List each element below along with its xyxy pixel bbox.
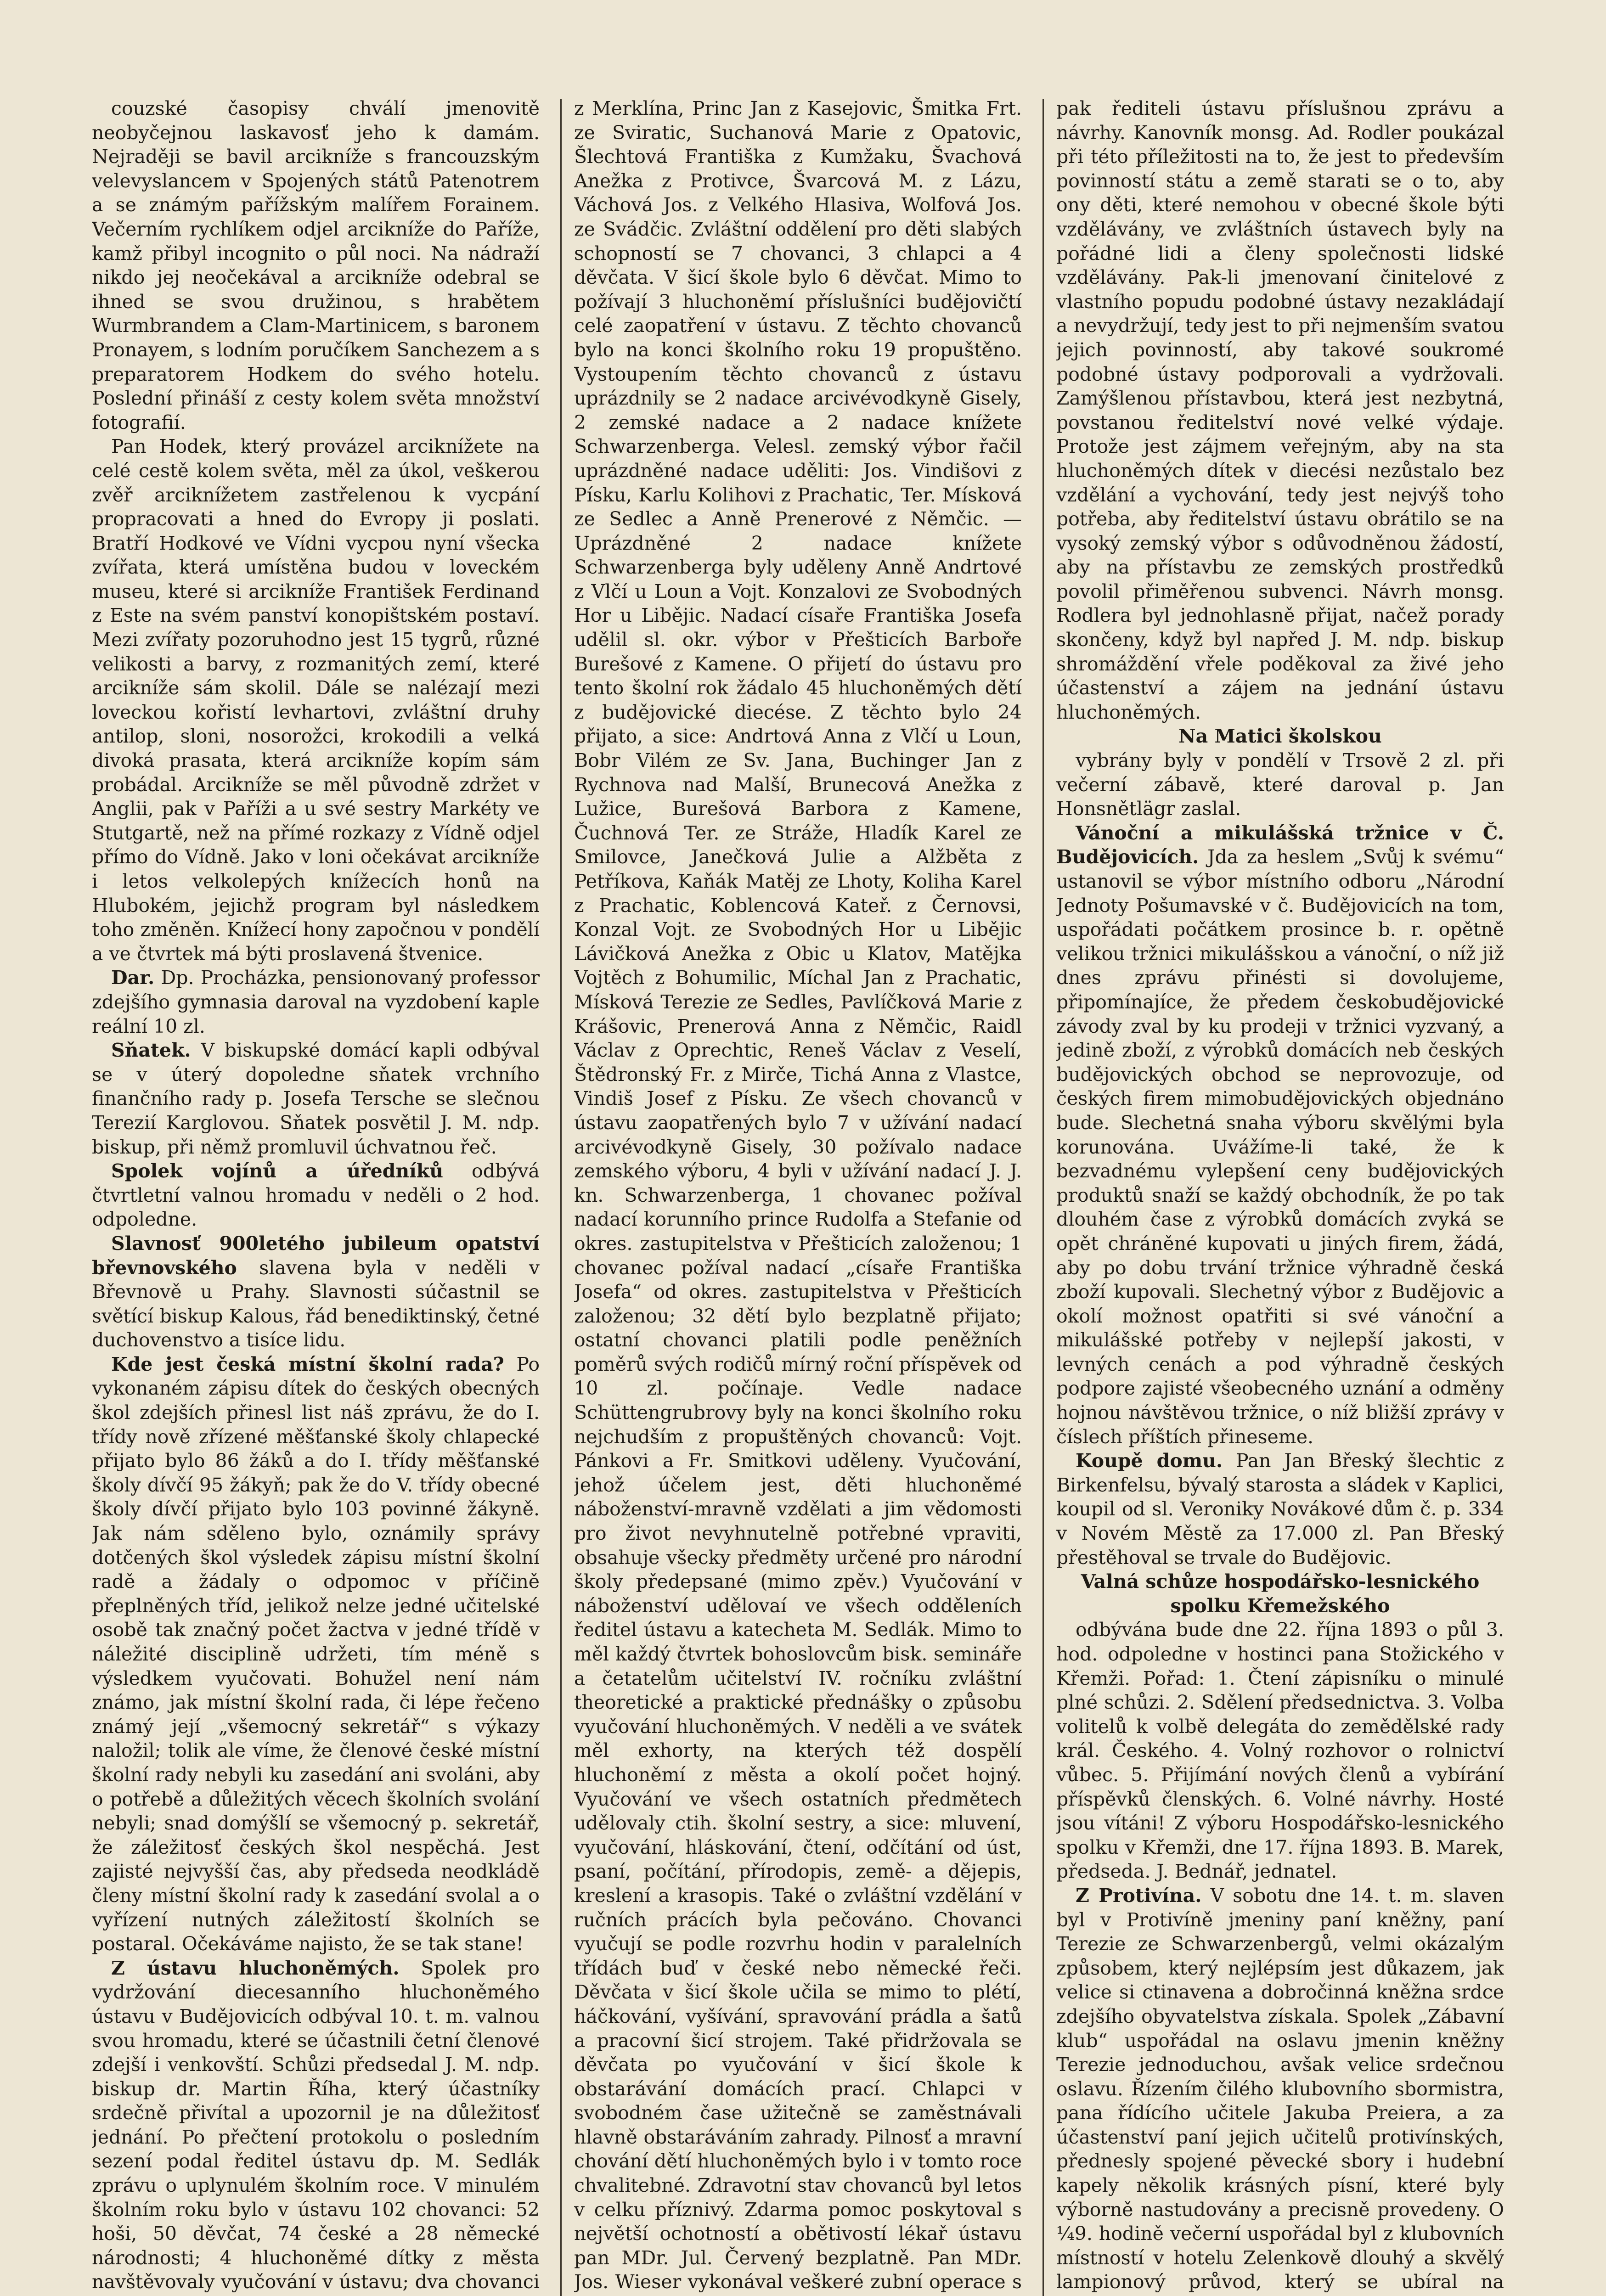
article-heading: Slavnosť 900letého jubileum opatství břevnovského [92,1232,540,1279]
article-paragraph [92,96,540,434]
article-text: odbývána bude dne 22. října 1893 o půl 3. hod. odpoledne v hostinci pana Stožického v Křemži. Pořad: 1. Čtení zápisníku o minulé plné schůzi. 2. Sdělení předsednictva. 3. Volba volitelů k volbě delegáta do zemědělské rady král. Českého. 4. Volný rozhovor o rolnictví vůbec. 5. Přijímání nových členů a vybírání příspěvků členských. 6. Volné návrhy. Hosté jsou vítáni! Z výboru Hospodářsko-lesnického spolku v Křemži, dne 17. října 1893. B. Marek, předseda. J. Bednář, jednatel. [1056,1619,1504,1883]
article-text: pak řediteli ústavu příslušnou zprávu a návrhy. Kanovník monsg. Ad. Rodler poukázal při této příležitosti na to, že jest to především povinností státu a země starati se o to, aby ony děti, které nemohou v obecné škole býti vzdělávány, ve zvláštních ústavech byly na pořádné lidi a členy společnosti lidské vzdělávány. Pak-li jmenovaní činitelové z vlastního popudu podobné ústavy nezakládají a nevydržují, tedy jest to při nejmenším svatou jejich povinností, aby takové soukromé podobné ústavy podporovali a vydržovali. Zamýšlenou přístavbou, která jest nezbytná, povstanou ředitelství nové velké výdaje. Protože jest zájmem veřejným, aby na sta hluchoněmých dítek v diecési nezůstalo bez vzdělání a vychování, tedy jest nejvýš toho potřeba, aby ředitelství ústavu obrátilo se na vysoký zemský výbor s odůvodněnou žádostí, aby na přístavbu ze zemských prostředků povolil přiměřenou subvenci. Návrh monsg. Rodlera byl jednohlasně přijat, načež porady skončeny, když byl napřed J. M. ndp. biskup shromáždění vřele poděkoval za živé jeho účastenství a zájem na jednání ústavu hluchoněmých. [1056,97,1504,723]
article-text: vybrány byly v pondělí v Trsově 2 zl. při večerní zábavě, které daroval p. Jan Honsnětlägr zaslal. [1056,749,1504,820]
article-text: Pan Jan Břeský šlechtic z Birkenfelsu, bývalý starosta a sládek v Kaplici, koupil od sl. Veroniky Novákové dům č. p. 334 v Novém Městě za 17.000 zl. Pan Břeský přestěhoval se trvale do Budějovic. [1056,1450,1504,1569]
article-text: V biskupské domácí kapli odbýval se v úterý dopoledne sňatek vrchního finančního rady p. Josefa Tersche se slečnou Terezií Karglovou. Sňatek posvětil J. M. ndp. biskup, při němž promluvil úchvatnou řeč. [92,1039,540,1158]
article-paragraph [92,1232,540,1352]
article-paragraph [92,1956,540,2296]
column-3 [1056,96,1504,2296]
newspaper-page [92,80,1514,2296]
article-paragraph [1056,96,1504,724]
article-text: Po vykonaném zápisu dítek do českých obecných škol zdejších přinesl list náš zprávu, že do I. třídy nově zřízené měšťanské školy chlapecké přijato bylo 86 žáků a do I. třídy měšťanské školy dívčí 95 žákyň; pak že do V. třídy obecné školy dívčí přijato bylo 103 povinné žákyně. Jak nám sděleno bylo, oznámily správy dotčených škol výsledek zápisu místní školní radě a žádaly o odpomoc v příčině přeplněných tříd, jelikož nelze jedné učitelské osobě tak značný počet žactva v jedné třídě v náležité disciplině udržeti, tím méně s výsledkem vyučovati. Bohužel není nám známo, jak místní školní rada, či lépe řečeno známý její „všemocný sekretář“ s výkazy naložil; tolik ale víme, že členové české místní školní rady nebyli ku zasedání ani svoláni, aby o potřebě a důležitých věcech školních svolání nebyli; snad domýšlí se všemocný p. sekretář, že záležitosť českých škol nespěchá. Jest zajisté nejvyšší čas, aby předseda neodkládě členy místní školní rady k zasedání svolal a o vyřízení nutných záležitostí školních se postaral. Očekáváme najisto, že se tak stane! [92,1353,540,1955]
column-rule [560,99,562,2296]
article-heading: Vánoční a mikulášská tržnice v Č. Budějovicích. [1056,822,1504,868]
article-text: V sobotu dne 14. t. m. slaven byl v Protivíně jmeniny paní kněžny, paní Terezie ze Schwarzenbergů, velmi okázalým způsobem, který nejlépsím jest důkazem, jak velice si ctinavena a dobročinná kněžna srdce zdejšího obyvatelstva získala. Spolek „Zábavní klub“ uspořádal na oslavu jmenin kněžny Terezie jednoduchou, avšak velice srdečnou oslavu. Řízením čilého klubovního sbormistra, pana řídícího učitele Jakuba Preiera, a za účastenství paní jejich učitelů protivínských, přednesly spojené pěvecké sbory i hudební kapely několik krásných písní, které byly výborně nastudovány a precisně provedeny. O ¼9. hodině večerní uspořádal byl z klubovních místností v hotelu Zelenkově dlouhý a skvělý lampionový průvod, který se ubíral na [1056,1884,1504,2293]
article-paragraph [92,966,540,1038]
article-heading: Spolek vojínů a úředníků [111,1160,444,1182]
column-2 [574,96,1022,2296]
article-heading: Kde jest česká místní školní rada? [111,1353,504,1375]
article-text: couzské časopisy chválí jmenovitě neobyčejnou laskavosť jeho k damám. Nejraději se bavil arcikníže s francouzským velevyslancem v Spojených států Patenotrem a se známým pařížským malířem Forainem. Večerním rychlíkem odjel arcikníže do Paříže, kamž přibyl incognito o půl noci. Na nádraží nikdo jej neočekával a arcikníže odebral se ihned se svou družinou, s hrabětem Wurmbrandem a Clam-Martinicem, s baronem Pronayem, s lodním poručíkem Sanchezem a s preparatorem Hodkem do svého hotelu. Poslední přináší z cesty kolem světa množství fotografií. [92,97,540,433]
article-paragraph [92,1038,540,1159]
article-text: Spolek pro vydržování diecesanního hluchoněmého ústavu v Budějovicích odbýval 10. t. m. valnou svou hromadu, které se účastnili četní členové zdejší i venkovští. Schůzi předsedal J. M. ndp. biskup dr. Martin Říha, který účastníky srdečně přivítal a upozornil je na důležitosť jednání. Po přečtení protokolu o posledním sezení podal ředitel ústavu dp. M. Sedlák zprávu o uplynulém školním roce. V minulém školním roku bylo v ústavu 102 chovanci: 52 hoši, 50 děvčat, 74 české a 28 německé národnosti; 4 hluchoněmé dítky z města navštěvovaly vyučování v ústavu; dva chovanci [92,1957,540,2293]
article-text: z Merklína, Princ Jan z Kasejovic, Šmitka Frt. ze Sviratic, Suchanová Marie z Opatovic, Šlechtová Františka z Kumžaku, Švachová Anežka z Protivce, Švarcová M. z Lázu, Váchová Jos. z Velkého Hlasiva, Wolfová Jos. ze Svádčic. Zvláštní oddělení pro děti slabých schopností se 7 chovanci, 3 chlapci a 4 děvčata. V šicí škole bylo 6 děvčat. Mimo to požívají 3 hluchoněmí příslušníci budějovičtí celé zaopatření v ústavu. Z těchto chovanců bylo na konci školního roku 19 propuštěno. Vystoupením těchto chovanců z ústavu uprázdnily se 2 nadace arcivévodkyně Gisely, 2 zemské nadace a 2 nadace knížete Schwarzenberga. Velesl. zemský výbor řačil uprázdněné nadace uděliti: Jos. Vindišovi z Písku, Karlu Kolihovi z Prachatic, Ter. Mísková ze Sedlec a Anně Prenerové z Němčic. — Uprázdněné 2 nadace knížete Schwarzenberga byly uděleny Anně Andrtové z Vlčí u Loun a Vojt. Konzalovi ze Svobodných Hor u Libějic. Nadací císaře Františka Josefa udělil sl. okr. výbor v Přešticích Barboře Burešové z Kamene. O přijetí do ústavu pro tento školní rok žádalo 45 hluchoněmých dětí z budějovické diecése. Z těchto bylo 24 přijato, a sice: Andrtová Anna z Vlčí u Loun, Bobr Vilém ze Sv. Jana, Buchinger Jan z Rychnova nad Malší, Brunecová Anežka z Lužice, Burešová Barbora z Kamene, Čuchnová Ter. ze Stráže, Hladík Karel ze Smilovce, Janečková Julie a Alžběta z Petříkova, Kaňák Matěj ze Lhoty, Koliha Karel z Prachatic, Koblencová Kateř. z Černovsi, Konzal Vojt. ze Svobodných Hor u Libějic Lávičková Anežka z Obic u Klatov, Matějka Vojtěch z Bohumilic, Míchal Jan z Prachatic, Mísková Terezie ze Sedles, Pavlíčková Marie z Krášovic, Prenerová Anna z Němčic, Raidl Václav z Oprechtic, Reneš Václav z Veselí, Štědronský Fr. z Mirče, Tichá Anna z Vlastce, Vindiš Josef z Písku. Ze všech chovanců v ústavu zaopatřených bylo 7 v užívání nadací arcivévodkyně Gisely, 30 požívalo nadace zemského výboru, 4 byli v užívání nadací J. J. kn. Schwarzenberga, 1 chovanec požíval nadací korunního prince Rudolfa a Stefanie od okres. zastupitelstva v Přešticích založenou; 1 chovanec požíval nadací „císaře Františka Josefa“ od okres. zastupitelstva v Přešticích založenou; 32 dětí bylo bezplatně přijato; ostatní chovanci platili podle peněžních poměrů svých rodičů mírný roční příspěvek od 10 zl. počínaje. Vedle nadace Schüttengrubrovy byly na konci školního roku nejchudším z propuštěných chovanců: Vojt. Pánkovi a Fr. Smitkovi uděleny. Vyučování, jehož účelem jest, děti hluchoněmé náboženství-mravně vzdělati a jim vědomosti pro život nevyhnutelně potřebné vpraviti, obsahuje všecky předměty určené pro národní školy předepsané (mimo zpěv.) Vyučování v náboženství udělovaí ve všech odděleních ředitel ústavu a katecheta M. Sedlák. Mimo to měl každý čtvrtek bohoslovcům bisk. semináře a četatelům učitelství IV. ročníku zvláštní theoretické a praktické přednášky o způsobu vyučování hluchoněmých. V neděli a ve svátek měl exhorty, na kterých též dospělí hluchoněmí z města a okolí počet hojný. Vyučování ve všech ostatních předmětech udělovaly ctih. školní sestry, a sice: mluvení, vyučování, hláskování, čtení, odčítání od úst, psaní, počítání, přírodopis, země- a dějepis, kreslení a krasopis. Také o zvláštní vzdělání v ručních prácích byla pečováno. Chovanci vyučují se podle rozvrhu hodin v paralelních třídách buď v české nebo německé řeči. Děvčata v šicí škole učila se mimo to plétí, háčkování, vyšívání, spravování prádla a šatů a pracovní šicí strojem. Také přidržovala se děvčata po vyučování v šicí škole k obstarávání domácích prací. Chlapci v svobodném čase užitečně se zaměstnávali hlavně obstaráváním zahrady. Pilnosť a mravní chování dětí hluchoněmých bylo i v tomto roce chvalitebné. Zdravotní stav chovanců byl letos v celku příznivý. Zdarma pomoc poskytoval s největší ochotností a obětivostí lékař ústavu pan MDr. Jul. Červený bezplatně. Pan MDr. Jos. Wieser vykonával veškeré zubní operace s [574,97,1022,2293]
article-paragraph [1056,1618,1504,1884]
article-heading: Z Protivína. [1076,1884,1202,1907]
article-paragraph [92,434,540,966]
article-paragraph [1056,1449,1504,1570]
article-paragraph [574,96,1022,2296]
article-heading: Na Matici školskou [1178,725,1382,748]
article-text: odbývá čtvrtletní valnou hromadu v neděli o 2 hod. odpoledne. [92,1160,540,1231]
article-text: Pan Hodek, který provázel arciknížete na celé cestě kolem světa, měl za úkol, veškerou zvěř arciknížetem zastřelenou k vycpání propracovati a hned do Evropy ji poslati. Bratří Hodkové ve Vídni vycpou nyní všecka zvířata, která umístěna budou v loveckém museu, které si arcikníže František Ferdinand z Este na svém panství konopištském postaví. Mezi zvířaty pozoruhodno jest 15 tygrů, různé velikosti a barvy, z rozmanitých zemí, které arcikníže sám skolil. Dále se nalézají mezi loveckou kořistí levhartovi, zvláštní druhy antilop, sloni, nosorožci, krokodili a velká divoká prasata, která arcikníže kopím sám probádal. Arcikníže se měl původně zdržet v Anglii, pak v Paříži a u své sestry Markéty ve Stutgartě, než na přímé rozkazy z Vídně odjel přímo do Vídně. Jako v loni očekávat arcikníže i letos velkolepých knížecích honů na Hlubokém, jejichž program byl následkem toho změněn. Knížecí hony započnou v pondělí a ve čtvrtek má býti proslavená štvenice. [92,435,540,965]
article-paragraph [1056,748,1504,821]
article-heading: Z ústavu hluchoněmých. [111,1957,400,1979]
article-paragraph [1056,821,1504,1449]
article-text: Jda za heslem „Svůj k svému“ ustanovil se výbor místního odboru „Národní Jednoty Pošumavské v č. Budějovicích na tom, uspořádati počátkem prosince b. r. opětně velikou tržnici mikulášskou a vánoční, o níž již dnes zprávu přinésti si dovolujeme, připomínajíce, že předem českobudějovické závody zval by ku prodeji v tržnici vyzvaný, a jedině zboží, z výrobků domácích neb českých budějovických obchod se neprovozuje, od českých firem mimobudějovických objednáno bude. Slechetná snaha výboru skvělými byla korunována. Uvážíme-li také, že k bezvadnému vylepšení ceny budějovických produktů snaží se každý obchodník, že po tak dlouhém čase z výrobků domácích zvyká se opět chráněné kupovati u jiných firem, žádá, aby po dobu trvání tržnice výhradně česká zboží kupovali. Slechetný výbor z Budějovic a okolí možnost opatřiti si své vánoční a mikulášské potřeby v nejlepší jakosti, v levných cenách a pod výhradně českých podpore zajisté všeobecného uznání a odměny hojnou návštěvou tržnice, o níž bližší zprávy v číslech příštích přineseme. [1056,846,1504,1448]
column-rule [1042,99,1044,2296]
article-paragraph [92,1159,540,1232]
article-heading-line [1056,724,1504,748]
article-heading: Sňatek. [111,1039,191,1062]
article-heading: Dar. [111,967,155,989]
article-heading-line [1056,1570,1504,1618]
article-heading: Valná schůze hospodářsko-lesnického spolku Křemežského [1081,1570,1480,1617]
article-text: slavena byla v neděli v Břevnově u Prahy. Slavnosti súčastnil se světící biskup Kalous, řád benediktinský, četné duchovenstvo a tisíce lidu. [92,1256,540,1351]
article-text: Dp. Procházka, pensionovaný professor zdejšího gymnasia daroval na vyzdobení kaple reální 10 zl. [92,967,540,1037]
article-heading: Koupě domu. [1076,1450,1223,1472]
column-1 [92,96,540,2296]
article-paragraph [92,1352,540,1956]
article-paragraph [1056,1884,1504,2296]
